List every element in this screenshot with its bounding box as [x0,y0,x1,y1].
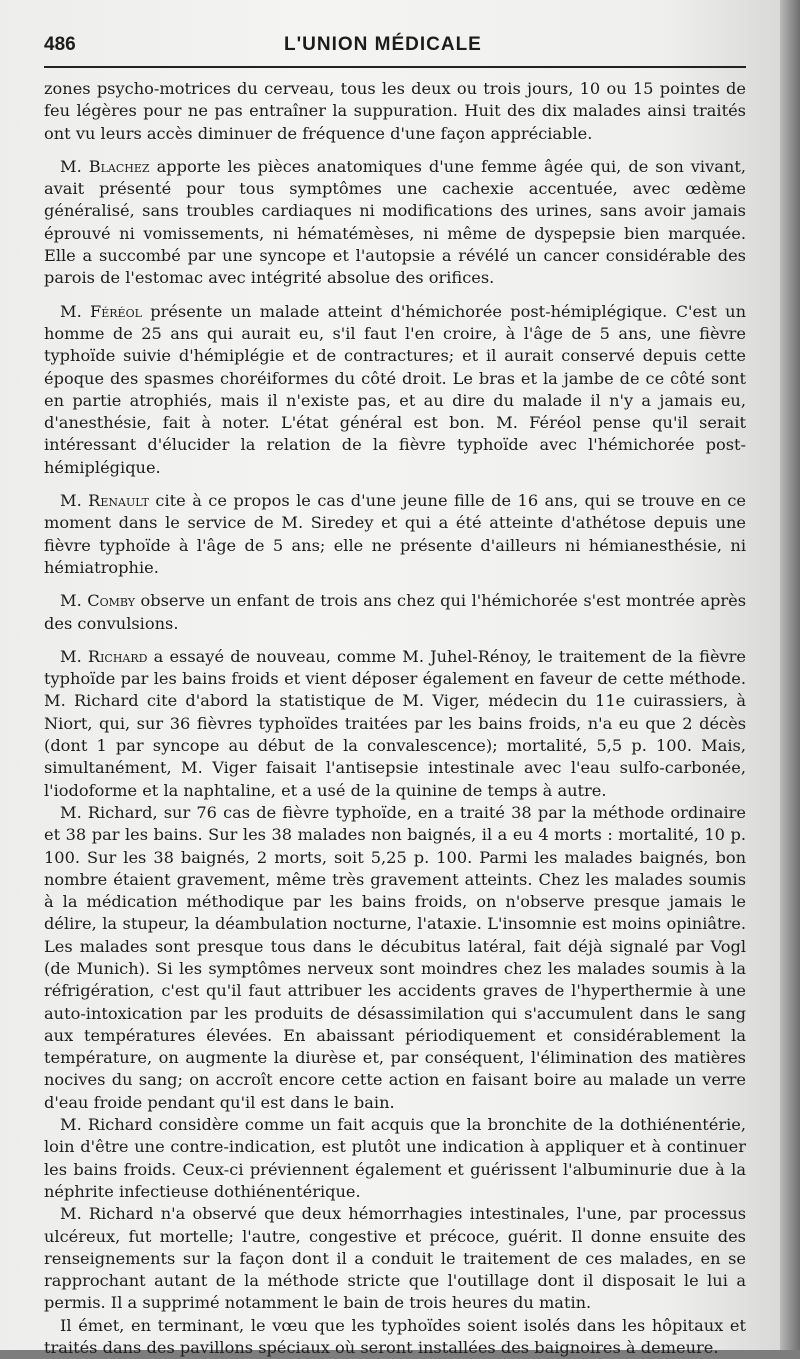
speaker-name: M. Renault [60,491,149,511]
paragraph-comby [44,590,746,635]
paragraph-text: M. Richard considère comme un fait acquis que la bronchite de la dothiénentérie, loin d'être une contre-indication, est plutôt une indication à appliquer et à continuer les bains froids. Ceux-ci préviennent également et guérissent l'albuminurie due à la néphrite infectieuse dothiénentérique. [44,1115,746,1201]
paragraph-continued [44,78,746,145]
paragraph-conclusion [44,1315,746,1359]
speaker-name: M. Comby [60,591,136,611]
paragraph-text: présente un malade atteint d'hémichorée post-hémiplégique. C'est un homme de 25 ans qui aurait eu, s'il faut l'en croire, à l'âge de 5 ans, une fièvre typhoïde suivie d'hémiplégie et de contractures; et il aurait conservé depuis cette époque des spasmes choréiformes du côté droit. Le bras et la jambe de ce côté sont en partie atrophiés, mais il n'existe pas, et au dire du malade il n'y a jamais eu, d'anesthésie, fait à noter. L'état général est bon. M. Féréol pense qu'il serait intéressant d'élucider la relation de la fièvre typhoïde avec l'hémichorée post-hémiplégique. [44,301,746,477]
paragraph-text: zones psycho-motrices du cerveau, tous les deux ou trois jours, 10 ou 15 pointes de feu légères pour ne pas entraîner la suppuration. Huit des dix malades ainsi traités ont vu leurs accès diminuer de fréquence d'une façon appréciable. [44,79,746,143]
paragraph-richard-stats [44,802,746,1114]
page-edge-shadow [780,0,800,1350]
paragraph-richard-bronchite [44,1114,746,1203]
speaker-name: M. Féréol [60,301,142,321]
paragraph-text: apporte les pièces anatomiques d'une femme âgée qui, de son vivant, avait présenté pour tous symptômes une cachexie accentuée, avec œdème généralisé, sans troubles cardiaques ni modifications des urines, sans avoir jamais éprouvé ni vomissements, ni hématémèses, ni même de dyspepsie bien marquée. Elle a succombé par une syncope et l'autopsie a révélé un cancer considérable des parois de l'estomac avec intégrité absolue des orifices. [44,156,746,288]
paragraph-text: Il émet, en terminant, le vœu que les typhoïdes soient isolés dans les hôpitaux et traités dans des pavillons spéciaux où seront installées des baignoires à demeure. [44,1315,746,1358]
paragraph-text: a essayé de nouveau, comme M. Juhel-Rénoy, le traitement de la fièvre typhoïde par les bains froids et vient déposer également en faveur de cette méthode. M. Richard cite d'abord la statistique de M. Viger, médecin du 11e cuirassiers, à Niort, qui, sur 36 fièvres typhoïdes traitées par les bains froids, n'a eu que 2 décès (dont 1 par syncope au début de la convalescence); mortalité, 5,5 p. 100. Mais, simultanément, M. Viger faisait l'antisepsie intestinale avec l'eau sulfo-carbonée, l'iodoforme et la naphtaline, et a usé de la quinine de temps à autre. [44,646,746,800]
paragraph-blachez [44,156,746,290]
journal-title: L'UNION MÉDICALE [284,34,482,55]
paragraph-text: cite à ce propos le cas d'une jeune fille de 16 ans, qui se trouve en ce moment dans le service de M. Siredey et qui a été atteinte d'athétose depuis une fièvre typhoïde à l'âge de 5 ans; elle ne présente d'ailleurs ni hémianesthésie, ni hémiatrophie. [44,491,747,577]
article-body [44,78,746,1359]
speaker-name: M. Richard [60,646,148,666]
paragraph-richard [44,646,746,802]
running-header [44,28,746,62]
speaker-name: M. Blachez [60,156,150,176]
page-number: 486 [44,34,76,55]
paragraph-text: observe un enfant de trois ans chez qui l'hémichorée s'est montrée après des convulsions. [44,591,747,633]
paragraph-richard-hemorrhagies [44,1203,746,1314]
header-rule [44,66,746,68]
paragraph-text: M. Richard, sur 76 cas de fièvre typhoïde, en a traité 38 par la méthode ordinaire et 38 par les bains. Sur les 38 malades non baignés, il a eu 4 morts : mortalité, 10 p. 100. Sur les 38 baignés, 2 morts, soit 5,25 p. 100. Parmi les malades baignés, bon nombre étaient gravement, même très gravement atteints. Chez les malades soumis à la médication méthodique par les bains froids, on n'observe presque jamais le délire, la stupeur, la déambulation nocturne, l'ataxie. L'insomnie est moins opiniâtre. Les malades sont presque tous dans le décubitus latéral, fait déjà signalé par Vogl (de Munich). Si les symptômes nerveux sont moindres chez les malades soumis à la réfrigération, c'est qu'il faut attribuer les accidents graves de l'hyperthermie à une auto-intoxication par les produits de désassimilation qui s'accumulent dans le sang aux températures élevées. En abaissant périodiquement et considérablement la température, on augmente la diurèse et, par conséquent, l'élimination des matières nocives du sang; on accroît encore cette action en faisant boire au malade un verre d'eau froide pendant qu'il est dans le bain. [44,802,746,1112]
paragraph-fereol [44,301,746,479]
paragraph-text: M. Richard n'a observé que deux hémorrhagies intestinales, l'une, par processus ulcéreux, fut mortelle; l'autre, congestive et précoce, guérit. Il donne ensuite des renseignements sur la façon dont il a conduit le traitement de ces malades, en se rapprochant autant de la méthode stricte que l'outillage dont il disposait le lui a permis. Il a supprimé notamment le bain de trois heures du matin. [44,1204,746,1313]
paragraph-renault [44,490,746,579]
